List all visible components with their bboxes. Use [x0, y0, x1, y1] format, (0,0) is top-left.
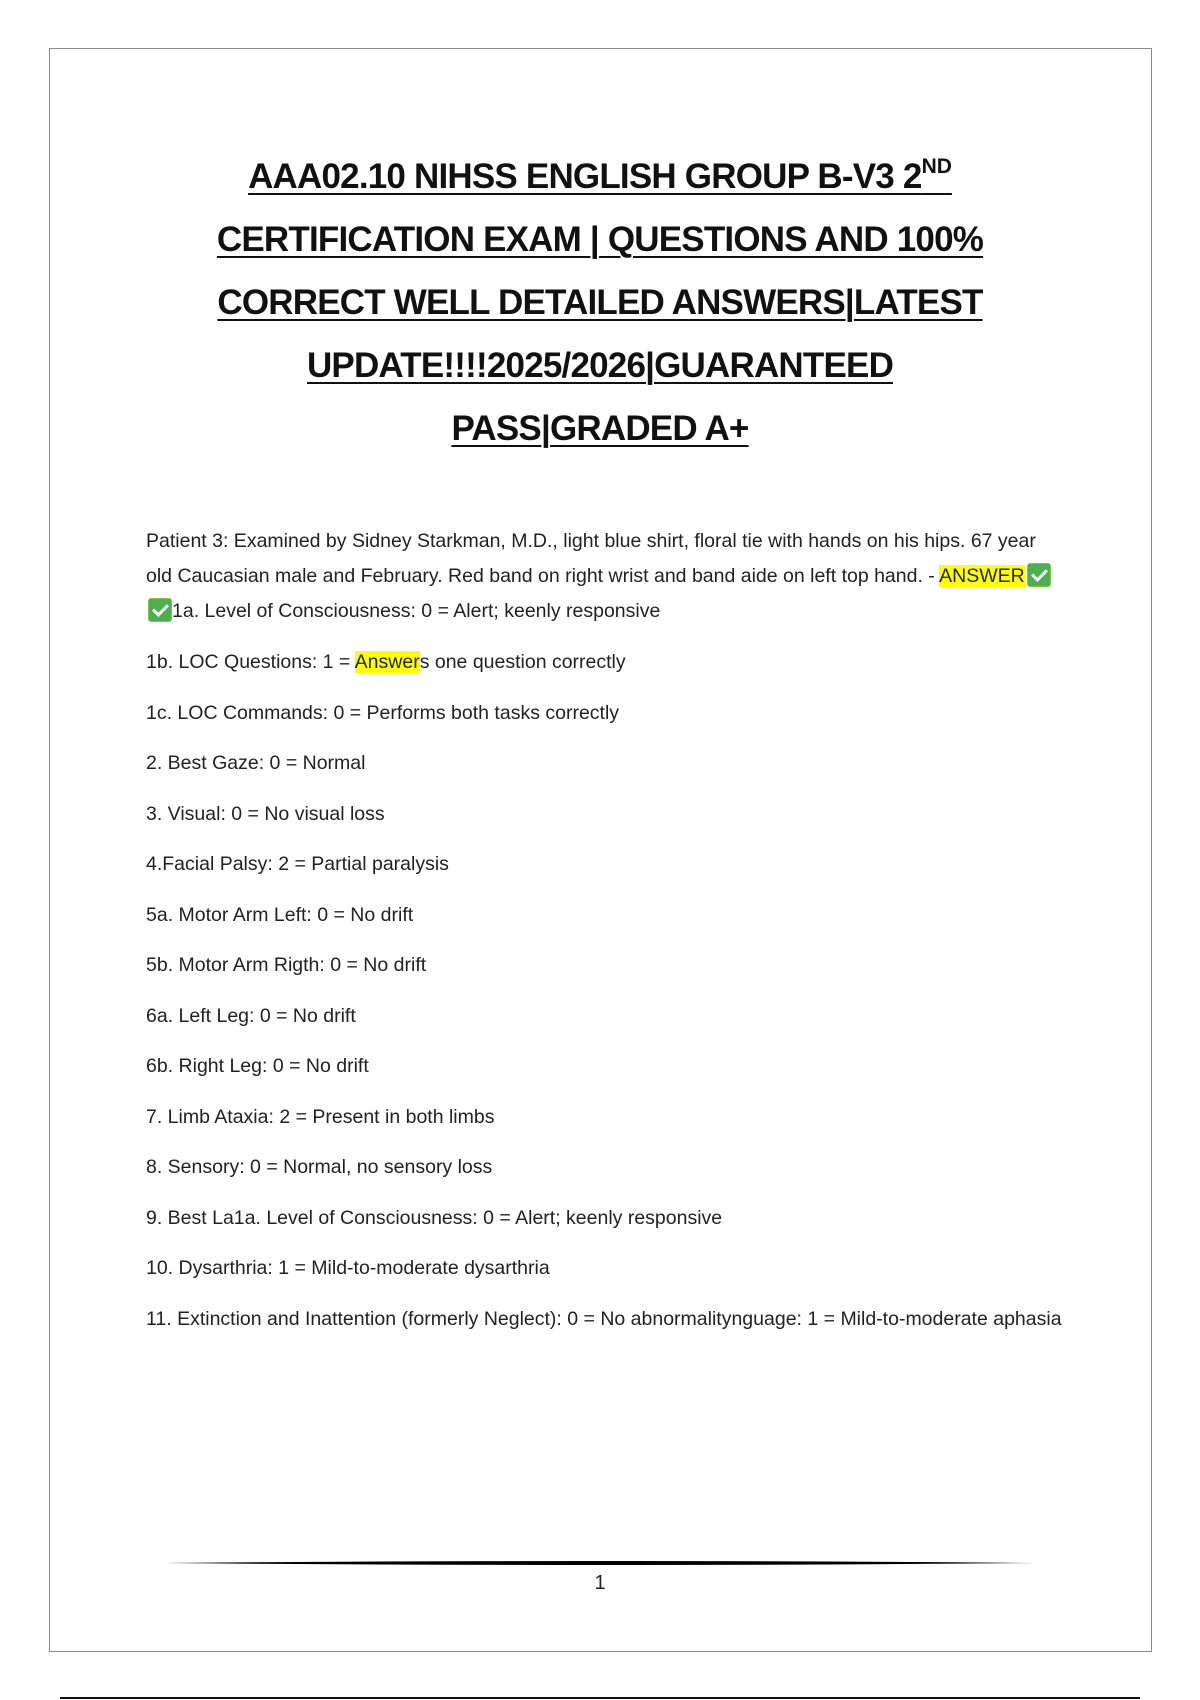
- list-item: 4.Facial Palsy: 2 = Partial paralysis: [146, 853, 449, 875]
- highlighted-word: Answer: [354, 651, 420, 673]
- list-item: 11. Extinction and Inattention (formerly Neglect): 0 = No abnormalitynguage: 1 = Mild-to-moderate aphasia: [146, 1307, 1062, 1330]
- document-body: [146, 524, 1066, 1352]
- answer-text: 1a. Level of Consciousness: 0 = Alert; keenly responsive: [172, 600, 661, 622]
- list-item: 1b. LOC Questions: 1 = Answers one question correctly: [146, 651, 626, 673]
- document-title: [150, 145, 1050, 460]
- list-item: 5a. Motor Arm Left: 0 = No drift: [146, 903, 414, 926]
- patient-description-text: Patient 3: Examined by Sidney Starkman, M.D., light blue shirt, floral tie with hands on his hips. 67 year old Caucasian male and February. Red band on right wrist and band aide on left top hand. -: [146, 530, 1036, 587]
- patient-description: [146, 524, 1066, 629]
- list-item: 6b. Right Leg: 0 = No drift: [146, 1055, 369, 1077]
- list-item: 5b. Motor Arm Rigth: 0 = No drift: [146, 954, 427, 976]
- list-item: 2. Best Gaze: 0 = Normal: [146, 752, 366, 774]
- title-superscript: ND: [921, 155, 952, 178]
- list-item: 10. Dysarthria: 1 = Mild-to-moderate dysarthria: [146, 1257, 550, 1279]
- title-line-4: UPDATE!!!!2025/2026|GUARANTEED: [306, 346, 894, 385]
- title-line-3: CORRECT WELL DETAILED ANSWERS|LATEST: [217, 283, 983, 322]
- page-bottom-divider: [60, 1697, 1140, 1699]
- title-line-2: CERTIFICATION EXAM | QUESTIONS AND 100%: [216, 220, 984, 259]
- title-line-5: PASS|GRADED A+: [451, 409, 749, 448]
- page-number: 1: [594, 1572, 606, 1594]
- list-item: 9. Best La1a. Level of Consciousness: 0 = Alert; keenly responsive: [146, 1206, 723, 1229]
- check-mark-icon: [148, 598, 172, 622]
- answer-label: ANSWER: [939, 565, 1025, 587]
- footer-divider: [165, 1560, 1035, 1566]
- list-item: 6a. Left Leg: 0 = No drift: [146, 1004, 356, 1027]
- list-item: 3. Visual: 0 = No visual loss: [146, 802, 385, 825]
- title-line-1: AAA02.10 NIHSS ENGLISH GROUP B-V3 2ND: [248, 155, 952, 196]
- check-mark-icon: [1027, 563, 1051, 587]
- list-item: 8. Sensory: 0 = Normal, no sensory loss: [146, 1156, 493, 1178]
- list-item: 1c. LOC Commands: 0 = Performs both tasks correctly: [146, 701, 620, 724]
- list-item: 7. Limb Ataxia: 2 = Present in both limbs: [146, 1105, 495, 1128]
